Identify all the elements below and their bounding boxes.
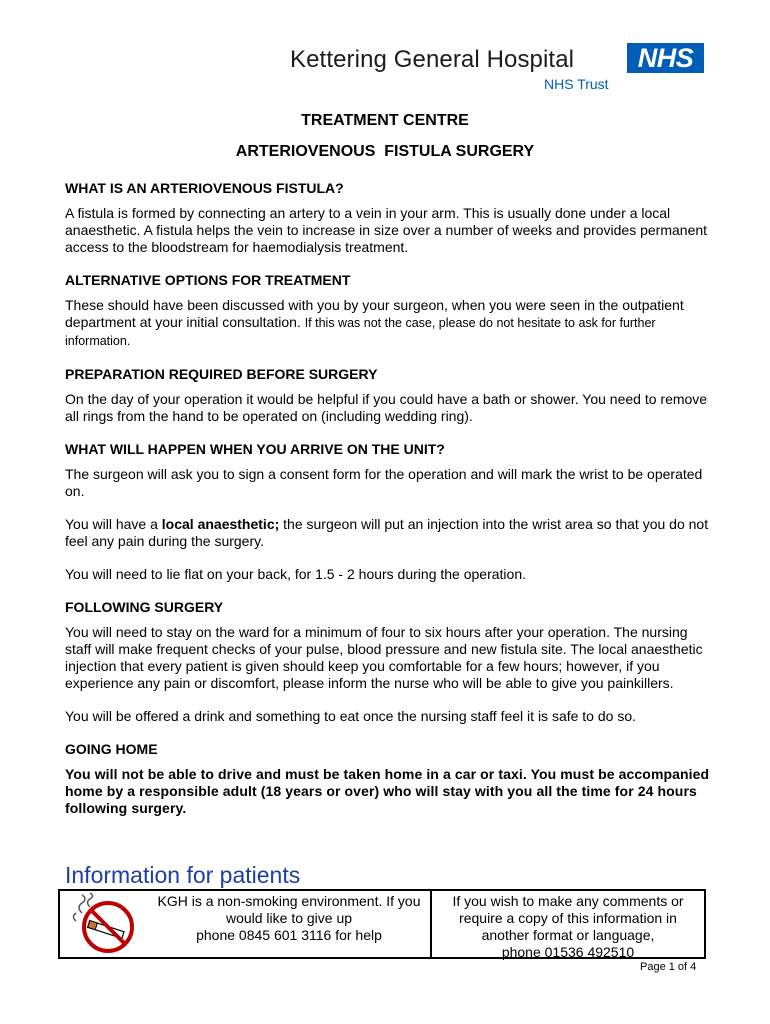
section-text-going-home: You will not be able to drive and must be taken home in a car or taxi. You must be accompanied home by a responsible adult (18 years or over) who will stay with you all the time for 24 hours following surgery. [65, 766, 710, 816]
info-for-patients-title: Information for patients [65, 862, 301, 888]
section-heading-going-home: GOING HOME [65, 741, 158, 757]
alternatives-main-text: These should have been discussed with you by your surgeon, when you were seen in the outpatient department at your initial consultation. [65, 297, 684, 330]
anaesthetic-pre-text: You will have a [65, 516, 162, 532]
section-text-preparation: On the day of your operation it would be helpful if you could have a bath or shower. You need to remove all rings from the hand to be operated on (including wedding ring). [65, 391, 708, 424]
hospital-name: Kettering General Hospital [290, 46, 575, 73]
footer-info-box [58, 889, 706, 959]
section-heading-arrive: WHAT WILL HAPPEN WHEN YOU ARRIVE ON THE UNIT? [65, 441, 445, 457]
section-heading-alternatives: ALTERNATIVE OPTIONS FOR TREATMENT [65, 272, 351, 288]
section-text-alternatives [65, 297, 710, 350]
smoking-info-cell [148, 891, 432, 957]
alternatives-small-text: If this was not the case, please do not hesitate to ask for further information. [65, 316, 656, 348]
section-text-what-is: A fistula is formed by connecting an artery to a vein in your arm. This is usually done under a local anaesthetic. A fistula helps the vein to increase in size over a number of weeks and provides permanent access to the bloodstream for haemodialysis treatment. [65, 205, 708, 255]
nhs-trust-label: NHS Trust [544, 76, 609, 92]
no-smoking-icon-cell [60, 891, 148, 957]
contact-info-text: If you wish to make any comments or require a copy of this information in another format or language, [452, 893, 684, 943]
section-heading-what-is: WHAT IS AN ARTERIOVENOUS FISTULA? [65, 180, 344, 196]
contact-phone: phone 01536 492510 [501, 944, 635, 960]
anaesthetic-bold-text: local anaesthetic; [161, 516, 280, 532]
nhs-logo: NHS [627, 43, 704, 73]
smoking-info-text: KGH is a non-smoking environment. If you would like to give up [157, 893, 421, 926]
centre-title: TREATMENT CENTRE [301, 112, 469, 129]
contact-info-cell [432, 891, 704, 960]
smoking-helpline: phone 0845 601 3116 for help [196, 927, 382, 943]
section-text-following-drink: You will be offered a drink and something to eat once the nursing staff feel it is safe to do so. [65, 708, 636, 724]
section-heading-following: FOLLOWING SURGERY [65, 599, 224, 615]
document-body [65, 180, 710, 833]
anaesthetic-post-text: the surgeon will put an injection into the wrist area so that you do not feel any pain during the surgery. [65, 516, 709, 549]
section-text-arrive-consent: The surgeon will ask you to sign a consent form for the operation and will mark the wrist to be operated on. [65, 466, 703, 499]
section-text-arrive-anaesthetic [65, 516, 710, 550]
no-smoking-icon [68, 893, 140, 955]
document-title: ARTERIOVENOUS FISTULA SURGERY [235, 143, 535, 160]
page-number: Page 1 of 4 [640, 961, 697, 973]
section-heading-preparation: PREPARATION REQUIRED BEFORE SURGERY [65, 366, 378, 382]
section-text-following-ward: You will need to stay on the ward for a minimum of four to six hours after your operation. The nursing staff will make frequent checks of your pulse, blood pressure and new fistula site. The local anaesthetic injection that every patient is given should keep you comfortable for a few hours; however, if you experience any pain or discomfort, please inform the nurse who will be able to give you painkillers. [65, 624, 703, 691]
section-text-arrive-position: You will need to lie flat on your back, for 1.5 - 2 hours during the operation. [65, 566, 526, 582]
